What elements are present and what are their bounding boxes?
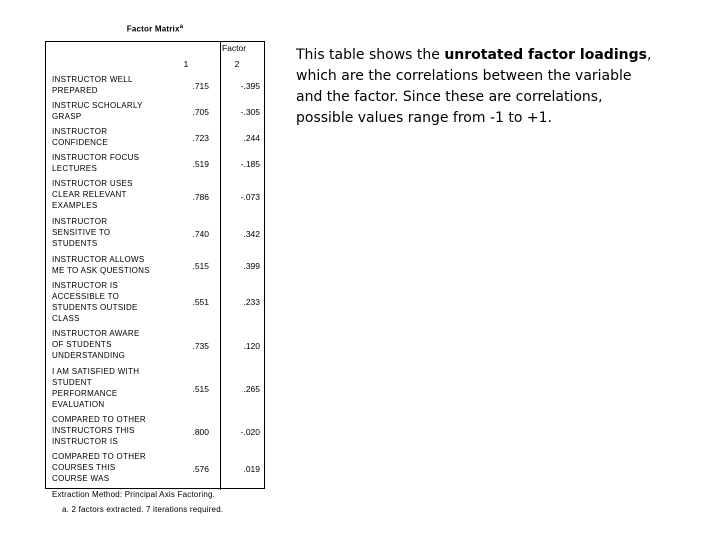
- loading-factor-1: .519: [192, 159, 209, 169]
- explanation-bold-term: unrotated factor loadings: [444, 47, 647, 63]
- loading-factor-1: .723: [192, 133, 209, 143]
- row-label: INSTRUCTOR IS ACCESSIBLE TO STUDENTS OUTSIDE CLASS: [52, 281, 138, 323]
- loading-factor-2: -.395: [240, 81, 260, 91]
- row-label: INSTRUCTOR CONFIDENCE: [52, 127, 108, 147]
- loading-factor-1: .515: [192, 384, 209, 394]
- row-label: INSTRUCTOR USES CLEAR RELEVANT EXAMPLES: [52, 179, 133, 210]
- loading-factor-2: -.185: [240, 159, 260, 169]
- table-title: [115, 24, 195, 34]
- row-label: INSTRUCTOR SENSITIVE TO STUDENTS: [52, 217, 111, 248]
- loading-factor-2: -.020: [240, 427, 260, 437]
- loading-factor-1: .576: [192, 464, 209, 474]
- loading-factor-2: .120: [243, 341, 260, 351]
- row-label: I AM SATISFIED WITH STUDENT PERFORMANCE EVALUATION: [52, 367, 140, 409]
- explanation-part-2: , which are the correlations between the variable and the factor. Since these are correlations, possible values range from -1 to +1.: [296, 47, 652, 126]
- label-column-divider: [220, 42, 221, 490]
- explanation-part-1: This table shows the: [296, 47, 445, 63]
- loading-factor-2: .342: [243, 229, 260, 239]
- table-title-footnote-marker: a: [179, 24, 184, 30]
- loading-factor-1: .715: [192, 81, 209, 91]
- column-header-2: 2: [234, 59, 240, 69]
- loading-factor-1: .551: [192, 297, 209, 307]
- factors-extracted-note: a. 2 factors extracted. 7 iterations required.: [62, 505, 224, 514]
- row-label: INSTRUCTOR FOCUS LECTURES: [52, 153, 140, 173]
- loading-factor-2: .244: [243, 133, 260, 143]
- row-label: INSTRUCTOR WELL PREPARED: [52, 75, 133, 95]
- loading-factor-2: .019: [243, 464, 260, 474]
- extraction-method-note: Extraction Method: Principal Axis Factoring.: [52, 490, 216, 499]
- loading-factor-1: .740: [192, 229, 209, 239]
- loading-factor-2: .265: [243, 384, 260, 394]
- row-label: INSTRUC SCHOLARLY GRASP: [52, 101, 143, 121]
- row-label: COMPARED TO OTHER INSTRUCTORS THIS INSTRUCTOR IS: [52, 415, 146, 446]
- factor-matrix-table: [45, 41, 265, 489]
- loading-factor-2: -.305: [240, 107, 260, 117]
- loading-factor-1: .705: [192, 107, 209, 117]
- loading-factor-2: .233: [243, 297, 260, 307]
- loading-factor-1: .515: [192, 261, 209, 271]
- loading-factor-2: -.073: [240, 192, 260, 202]
- table-title-text: Factor Matrix: [126, 24, 180, 34]
- loading-factor-1: .735: [192, 341, 209, 351]
- row-label: INSTRUCTOR AWARE OF STUDENTS UNDERSTANDING: [52, 329, 140, 360]
- row-label: INSTRUCTOR ALLOWS ME TO ASK QUESTIONS: [52, 255, 150, 275]
- loading-factor-2: .399: [243, 261, 260, 271]
- loading-factor-1: .800: [192, 427, 209, 437]
- column-header-1: 1: [183, 59, 189, 69]
- loading-factor-1: .786: [192, 192, 209, 202]
- row-label: COMPARED TO OTHER COURSES THIS COURSE WAS: [52, 452, 146, 483]
- factor-header: Factor: [221, 43, 247, 53]
- explanation-text: [296, 45, 656, 129]
